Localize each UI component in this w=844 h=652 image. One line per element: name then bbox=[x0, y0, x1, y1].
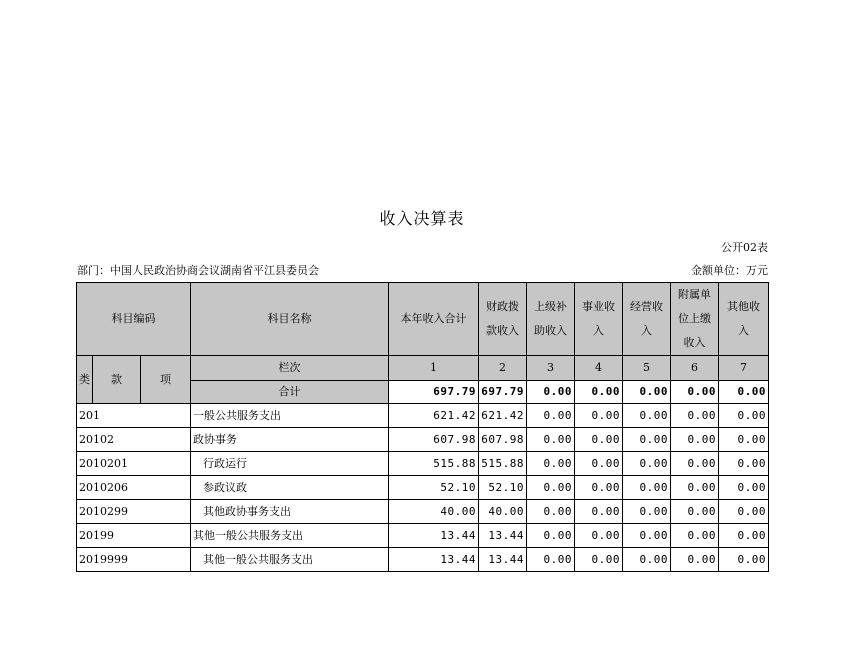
amount-cell: 52.10 bbox=[389, 476, 479, 500]
total-label: 合计 bbox=[191, 380, 389, 404]
amount-cell: 515.88 bbox=[479, 452, 527, 476]
amount-cell: 0.00 bbox=[671, 404, 719, 428]
subject-code-cell: 2019999 bbox=[77, 548, 191, 572]
table-row bbox=[77, 524, 769, 548]
amount-cell: 40.00 bbox=[479, 500, 527, 524]
amount-cell: 0.00 bbox=[527, 524, 575, 548]
amount-cell: 0.00 bbox=[719, 500, 769, 524]
table-row bbox=[77, 404, 769, 428]
subject-name-cell: 政协事务 bbox=[191, 428, 389, 452]
amount-cell: 0.00 bbox=[719, 548, 769, 572]
col-num: 2 bbox=[479, 356, 527, 381]
total-value: 0.00 bbox=[623, 380, 671, 404]
subject-code-cell: 20199 bbox=[77, 524, 191, 548]
amount-cell: 0.00 bbox=[527, 476, 575, 500]
header-total-income: 本年收入合计 bbox=[389, 283, 479, 356]
total-value: 0.00 bbox=[527, 380, 575, 404]
amount-cell: 0.00 bbox=[623, 476, 671, 500]
amount-cell: 0.00 bbox=[527, 500, 575, 524]
col-num: 6 bbox=[671, 356, 719, 381]
table-row bbox=[77, 476, 769, 500]
amount-cell: 0.00 bbox=[719, 452, 769, 476]
amount-cell: 0.00 bbox=[527, 428, 575, 452]
amount-cell: 13.44 bbox=[479, 548, 527, 572]
amount-cell: 0.00 bbox=[623, 404, 671, 428]
page-title: 收入决算表 bbox=[379, 209, 465, 228]
amount-cell: 0.00 bbox=[527, 548, 575, 572]
header-business: 事业收入 bbox=[575, 283, 623, 356]
col-num: 1 bbox=[389, 356, 479, 381]
col-num: 7 bbox=[719, 356, 769, 381]
amount-cell: 621.42 bbox=[389, 404, 479, 428]
header-affiliated: 附属单位上缴收入 bbox=[671, 283, 719, 356]
total-value: 0.00 bbox=[671, 380, 719, 404]
income-statement-table bbox=[76, 282, 769, 572]
amount-cell: 0.00 bbox=[575, 524, 623, 548]
amount-cell: 0.00 bbox=[671, 548, 719, 572]
amount-cell: 13.44 bbox=[389, 548, 479, 572]
amount-cell: 0.00 bbox=[575, 404, 623, 428]
amount-cell: 0.00 bbox=[623, 524, 671, 548]
header-lei: 类 bbox=[77, 356, 93, 404]
subject-code-cell: 20102 bbox=[77, 428, 191, 452]
department-label: 部门：中国人民政治协商会议湖南省平江县委员会 bbox=[77, 264, 319, 277]
amount-cell: 0.00 bbox=[671, 524, 719, 548]
header-kuan: 款 bbox=[93, 356, 141, 404]
amount-cell: 13.44 bbox=[479, 524, 527, 548]
amount-cell: 0.00 bbox=[575, 452, 623, 476]
amount-cell: 0.00 bbox=[719, 476, 769, 500]
amount-cell: 0.00 bbox=[671, 500, 719, 524]
form-number: 公开02表 bbox=[721, 241, 768, 254]
header-subject-code: 科目编码 bbox=[77, 283, 191, 356]
amount-unit-label: 金额单位：万元 bbox=[691, 264, 768, 277]
column-number-row bbox=[77, 356, 769, 381]
header-upper-subsidy: 上级补助收入 bbox=[527, 283, 575, 356]
col-num: 4 bbox=[575, 356, 623, 381]
header-subject-name: 科目名称 bbox=[191, 283, 389, 356]
amount-cell: 52.10 bbox=[479, 476, 527, 500]
subject-name-cell: 一般公共服务支出 bbox=[191, 404, 389, 428]
amount-cell: 0.00 bbox=[623, 500, 671, 524]
subject-code-cell: 2010206 bbox=[77, 476, 191, 500]
header-other: 其他收入 bbox=[719, 283, 769, 356]
amount-cell: 0.00 bbox=[575, 548, 623, 572]
amount-cell: 0.00 bbox=[623, 428, 671, 452]
total-value: 0.00 bbox=[575, 380, 623, 404]
subject-name-cell: 其他一般公共服务支出 bbox=[191, 524, 389, 548]
amount-cell: 0.00 bbox=[575, 476, 623, 500]
amount-cell: 0.00 bbox=[527, 452, 575, 476]
amount-cell: 0.00 bbox=[671, 452, 719, 476]
amount-cell: 0.00 bbox=[719, 404, 769, 428]
subject-code-cell: 2010299 bbox=[77, 500, 191, 524]
table-row bbox=[77, 452, 769, 476]
col-num: 5 bbox=[623, 356, 671, 381]
subject-code-cell: 201 bbox=[77, 404, 191, 428]
amount-cell: 0.00 bbox=[575, 500, 623, 524]
subject-name-cell: 其他政协事务支出 bbox=[191, 500, 389, 524]
col-num: 3 bbox=[527, 356, 575, 381]
total-value: 697.79 bbox=[479, 380, 527, 404]
column-label: 栏次 bbox=[191, 356, 389, 381]
amount-cell: 0.00 bbox=[719, 524, 769, 548]
amount-cell: 13.44 bbox=[389, 524, 479, 548]
amount-cell: 0.00 bbox=[623, 452, 671, 476]
amount-cell: 0.00 bbox=[719, 428, 769, 452]
table-row bbox=[77, 548, 769, 572]
table-row bbox=[77, 428, 769, 452]
amount-cell: 607.98 bbox=[479, 428, 527, 452]
total-value: 0.00 bbox=[719, 380, 769, 404]
amount-cell: 515.88 bbox=[389, 452, 479, 476]
amount-cell: 607.98 bbox=[389, 428, 479, 452]
amount-cell: 0.00 bbox=[527, 404, 575, 428]
header-operating: 经营收入 bbox=[623, 283, 671, 356]
amount-cell: 0.00 bbox=[575, 428, 623, 452]
table-row bbox=[77, 500, 769, 524]
header-fiscal: 财政拨款收入 bbox=[479, 283, 527, 356]
subject-code-cell: 2010201 bbox=[77, 452, 191, 476]
header-xiang: 项 bbox=[141, 356, 191, 404]
subject-name-cell: 参政议政 bbox=[191, 476, 389, 500]
amount-cell: 0.00 bbox=[671, 428, 719, 452]
header-row bbox=[77, 283, 769, 356]
amount-cell: 0.00 bbox=[671, 476, 719, 500]
amount-cell: 0.00 bbox=[623, 548, 671, 572]
total-value: 697.79 bbox=[389, 380, 479, 404]
subject-name-cell: 其他一般公共服务支出 bbox=[191, 548, 389, 572]
amount-cell: 40.00 bbox=[389, 500, 479, 524]
subject-name-cell: 行政运行 bbox=[191, 452, 389, 476]
amount-cell: 621.42 bbox=[479, 404, 527, 428]
